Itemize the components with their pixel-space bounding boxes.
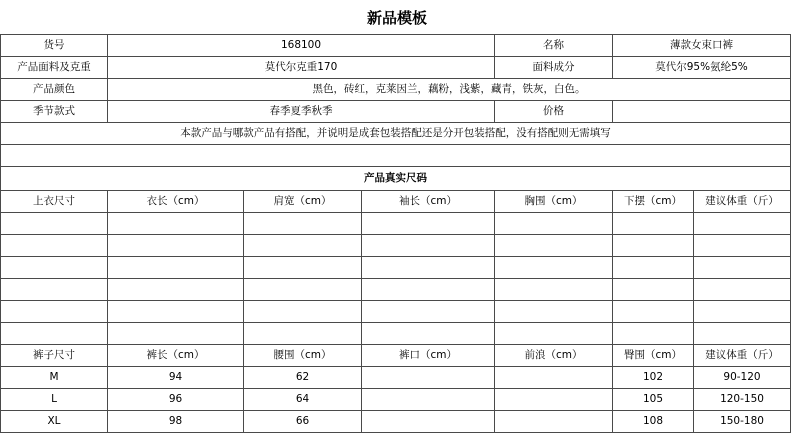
empty-row [1,145,791,167]
table-cell[interactable] [694,301,791,323]
pants-header-hem: 裤口（cm） [362,345,495,367]
pants-front-rise[interactable] [495,411,613,433]
table-cell[interactable] [613,213,694,235]
pants-row-m [1,367,791,389]
season-label: 季节款式 [1,101,108,123]
top-size-row [1,213,791,235]
pants-hem[interactable] [362,411,495,433]
table-cell[interactable] [362,323,495,345]
table-cell[interactable] [1,213,108,235]
pants-header-length: 裤长（cm） [108,345,244,367]
pants-waist[interactable]: 64 [244,389,362,411]
article-no-label: 货号 [1,35,108,57]
table-cell[interactable] [613,257,694,279]
pants-hip[interactable]: 105 [613,389,694,411]
table-cell[interactable] [108,235,244,257]
top-header-sleeve: 袖长（cm） [362,191,495,213]
pants-size[interactable]: M [1,367,108,389]
table-cell[interactable] [613,279,694,301]
table-cell[interactable] [108,323,244,345]
composition-value[interactable]: 莫代尔95%氨纶5% [613,57,791,79]
table-cell[interactable] [694,323,791,345]
top-header-hem: 下摆（cm） [613,191,694,213]
table-cell[interactable] [244,235,362,257]
table-cell[interactable] [495,235,613,257]
pants-waist[interactable]: 66 [244,411,362,433]
season-value[interactable]: 春季夏季秋季 [108,101,495,123]
table-cell[interactable] [613,323,694,345]
size-section-title: 产品真实尺码 [1,167,791,191]
table-cell[interactable] [244,257,362,279]
pants-header-hip: 臀围（cm） [613,345,694,367]
top-size-row [1,235,791,257]
size-section-row [1,167,791,191]
table-cell[interactable] [244,301,362,323]
pants-front-rise[interactable] [495,389,613,411]
table-cell[interactable] [362,301,495,323]
color-label: 产品颜色 [1,79,108,101]
top-size-row [1,279,791,301]
info-row-fabric [1,57,791,79]
pants-row-l [1,389,791,411]
table-cell[interactable] [613,235,694,257]
pants-front-rise[interactable] [495,367,613,389]
name-label: 名称 [495,35,613,57]
pants-header-row [1,345,791,367]
pants-row-xl [1,411,791,433]
top-size-row [1,301,791,323]
table-cell[interactable] [694,213,791,235]
table-cell[interactable] [495,257,613,279]
pants-header-front-rise: 前浪（cm） [495,345,613,367]
table-cell[interactable] [613,301,694,323]
matching-note[interactable]: 本款产品与哪款产品有搭配，并说明是成套包装搭配还是分开包装搭配，没有搭配则无需填写 [1,123,791,145]
top-header-chest: 胸围（cm） [495,191,613,213]
info-row-season [1,101,791,123]
pants-weight[interactable]: 150-180 [694,411,791,433]
table-cell[interactable] [495,279,613,301]
top-header-row [1,191,791,213]
table-cell[interactable] [108,257,244,279]
table-cell[interactable] [1,235,108,257]
pants-hem[interactable] [362,389,495,411]
top-header-size: 上衣尺寸 [1,191,108,213]
table-cell[interactable] [362,213,495,235]
table-cell[interactable] [694,257,791,279]
pants-size[interactable]: XL [1,411,108,433]
pants-size[interactable]: L [1,389,108,411]
table-cell[interactable] [694,279,791,301]
fabric-weight-value[interactable]: 莫代尔克重170 [108,57,495,79]
price-value[interactable] [613,101,791,123]
fabric-weight-label: 产品面料及克重 [1,57,108,79]
table-cell[interactable] [108,279,244,301]
table-cell[interactable] [244,279,362,301]
price-label: 价格 [495,101,613,123]
table-cell[interactable] [495,301,613,323]
table-cell[interactable] [244,213,362,235]
sheet-title: 新品模板 [366,8,427,27]
pants-length[interactable]: 98 [108,411,244,433]
pants-hem[interactable] [362,367,495,389]
top-header-shoulder: 肩宽（cm） [244,191,362,213]
composition-label: 面料成分 [495,57,613,79]
pants-header-weight: 建议体重（斤） [694,345,791,367]
table-cell[interactable] [1,257,108,279]
info-row-article [1,35,791,57]
colors-value[interactable]: 黑色，砖红，克莱因兰，藕粉，浅紫，藏青，铁灰，白色。 [108,79,791,101]
pants-length[interactable]: 96 [108,389,244,411]
product-table [0,34,791,433]
table-cell[interactable] [1,279,108,301]
table-cell[interactable] [362,279,495,301]
pants-header-waist: 腰围（cm） [244,345,362,367]
pants-header-size: 裤子尺寸 [1,345,108,367]
top-header-length: 衣长（cm） [108,191,244,213]
note-row [1,123,791,145]
table-cell[interactable] [108,213,244,235]
pants-hip[interactable]: 108 [613,411,694,433]
table-cell[interactable] [362,257,495,279]
table-cell[interactable] [108,301,244,323]
table-cell[interactable] [1,301,108,323]
name-value[interactable]: 薄款女束口裤 [613,35,791,57]
table-cell[interactable] [1,323,108,345]
pants-length[interactable]: 94 [108,367,244,389]
top-size-row [1,257,791,279]
pants-hip[interactable]: 102 [613,367,694,389]
table-cell[interactable] [362,235,495,257]
top-size-row [1,323,791,345]
pants-weight[interactable]: 120-150 [694,389,791,411]
table-cell[interactable] [694,235,791,257]
pants-waist[interactable]: 62 [244,367,362,389]
empty-cell[interactable] [1,145,791,167]
top-header-weight: 建议体重（斤） [694,191,791,213]
info-row-colors [1,79,791,101]
article-no-value[interactable]: 168100 [108,35,495,57]
table-cell[interactable] [495,323,613,345]
table-cell[interactable] [495,213,613,235]
pants-weight[interactable]: 90-120 [694,367,791,389]
table-cell[interactable] [244,323,362,345]
